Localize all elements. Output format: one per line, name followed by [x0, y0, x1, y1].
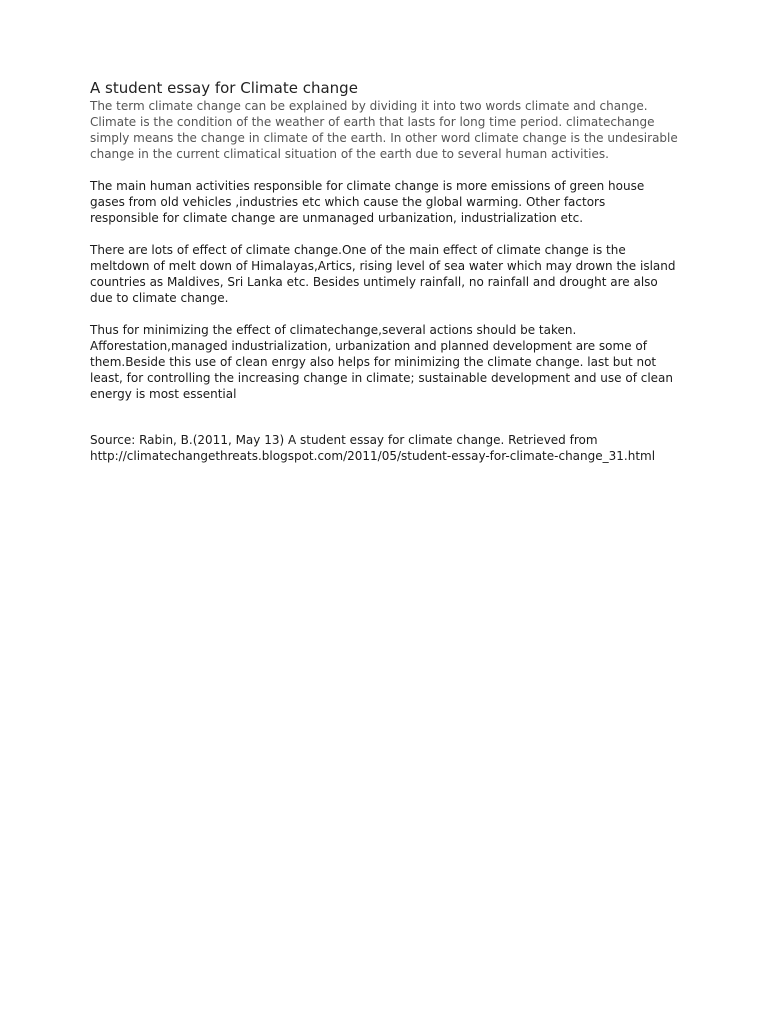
paragraph-line: gases from old vehicles ,industries etc which cause the global warming. Other factors: [90, 195, 606, 209]
paragraph-gap: [90, 226, 730, 242]
paragraph-line: The main human activities responsible for climate change is more emissions of green house: [90, 179, 645, 193]
paragraph-line: responsible for climate change are unmanaged urbanization, industrialization etc.: [90, 211, 584, 225]
paragraph-line: energy is most essential: [90, 387, 237, 401]
paragraph-line: simply means the change in climate of the earth. In other word climate change is the undesirable: [90, 131, 678, 145]
paragraph-line: least, for controlling the increasing change in climate; sustainable development and use of clean: [90, 371, 674, 385]
document-page: [90, 78, 730, 464]
paragraph-causes: [90, 178, 730, 226]
paragraph-line: change in the current climatical situation of the earth due to several human activities.: [90, 147, 609, 161]
paragraph-line: Thus for minimizing the effect of climatechange,several actions should be taken.: [90, 323, 577, 337]
paragraph-effects: [90, 242, 730, 306]
paragraph-line: them.Beside this use of clean enrgy also helps for minimizing the climate change. last but not: [90, 355, 657, 369]
source-url: http://climatechangethreats.blogspot.com/2011/05/student-essay-for-climate-change_31.html: [90, 449, 656, 463]
paragraph-line: Climate is the condition of the weather of earth that lasts for long time period. climatechange: [90, 115, 655, 129]
document-title: A student essay for Climate change: [90, 79, 358, 97]
source-line: Source: Rabin, B.(2011, May 13) A student essay for climate change. Retrieved from: [90, 433, 598, 447]
paragraph-line: countries as Maldives, Sri Lanka etc. Besides untimely rainfall, no rainfall and drought are also: [90, 275, 658, 289]
paragraph-gap: [90, 306, 730, 322]
paragraph-line: There are lots of effect of climate change.One of the main effect of climate change is the: [90, 243, 626, 257]
paragraph-actions: [90, 322, 730, 402]
paragraph-line: due to climate change.: [90, 291, 229, 305]
paragraph-gap: [90, 162, 730, 178]
paragraph-intro: [90, 98, 730, 162]
paragraph-line: The term climate change can be explained by dividing it into two words climate and change.: [90, 99, 648, 113]
section-gap: [90, 402, 730, 432]
paragraph-line: meltdown of melt down of Himalayas,Artics, rising level of sea water which may drown the island: [90, 259, 676, 273]
paragraph-line: Afforestation,managed industrialization, urbanization and planned development are some of: [90, 339, 647, 353]
source-citation: [90, 432, 730, 464]
